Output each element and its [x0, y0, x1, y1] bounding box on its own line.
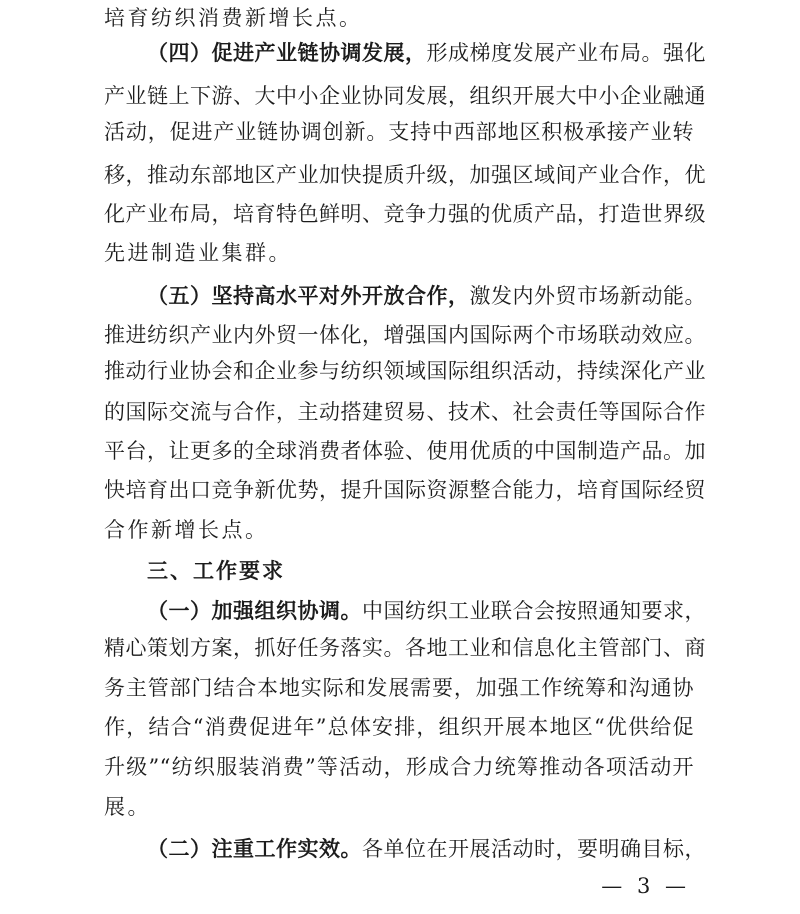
line-text: 形成梯度发展产业布局。强化 — [426, 41, 706, 65]
section-4-heading-line — [147, 38, 706, 68]
page-number: — 3 — — [601, 874, 690, 898]
paragraph-line — [104, 752, 694, 782]
line-text: 精心策划方案，抓好任务落实。各地工业和信息化主管部门、商 — [104, 636, 706, 660]
section-4-title: （四）促进产业链协调发展， — [147, 41, 427, 65]
subsection-1-title: （一）加强组织协调。 — [147, 599, 362, 623]
heading-text: 三、工作要求 — [147, 559, 285, 583]
paragraph-line — [104, 117, 694, 147]
line-text: 化产业布局，培育特色鲜明、竞争力强的优质产品，打造世界级 — [104, 202, 706, 226]
paragraph-line — [104, 160, 706, 190]
line-text: 活动，促进产业链协调创新。支持中西部地区积极承接产业转 — [104, 120, 694, 144]
paragraph-line — [104, 436, 706, 466]
line-text: 升级”“纺织服装消费”等活动，形成合力统筹推动各项活动开 — [104, 755, 694, 779]
line-text: 展。 — [104, 795, 151, 819]
paragraph-line — [104, 397, 706, 427]
paragraph-line — [104, 515, 694, 545]
section-three-heading — [147, 556, 694, 586]
line-text: 产业链上下游、大中小企业协同发展，组织开展大中小企业融通 — [104, 84, 706, 108]
paragraph-line — [104, 633, 706, 663]
line-text: 快培育出口竞争新优势，提升国际资源整合能力，培育国际经贸 — [104, 478, 706, 502]
line-text: 激发内外贸市场新动能。 — [469, 284, 706, 308]
paragraph-line — [104, 792, 694, 822]
section-5-title: （五）坚持高水平对外开放合作， — [147, 284, 470, 308]
line-text: 先进制造业集群。 — [104, 241, 292, 265]
subsection-2-title: （二）注重工作实效。 — [147, 837, 362, 861]
line-text: 务主管部门结合本地实际和发展需要，加强工作统筹和沟通协 — [104, 676, 694, 700]
paragraph-line — [104, 81, 706, 111]
line-text: 各单位在开展活动时，要明确目标， — [362, 837, 706, 861]
paragraph-line — [104, 356, 706, 386]
paragraph-line — [104, 673, 694, 703]
paragraph-line — [104, 3, 694, 33]
subsection-1-heading-line — [147, 596, 706, 626]
line-text: 中国纺织工业联合会按照通知要求， — [362, 599, 706, 623]
section-5-heading-line — [147, 281, 706, 311]
line-text: 的国际交流与合作，主动搭建贸易、技术、社会责任等国际合作 — [104, 400, 706, 424]
line-text: 培育纺织消费新增长点。 — [104, 6, 363, 30]
line-text: 作，结合“消费促进年”总体安排，组织开展本地区“优供给促 — [104, 715, 694, 739]
line-text: 移，推动东部地区产业加快提质升级，加强区域间产业合作，优 — [104, 163, 706, 187]
paragraph-line — [104, 238, 694, 268]
paragraph-line — [104, 320, 706, 350]
line-text: 推动行业协会和企业参与纺织领域国际组织活动，持续深化产业 — [104, 359, 706, 383]
line-text: 平台，让更多的全球消费者体验、使用优质的中国制造产品。加 — [104, 439, 706, 463]
paragraph-line — [104, 712, 694, 742]
paragraph-line — [104, 475, 706, 505]
line-text: 推进纺织产业内外贸一体化，增强国内国际两个市场联动效应。 — [104, 323, 706, 347]
paragraph-line — [104, 199, 706, 229]
line-text: 合作新增长点。 — [104, 518, 269, 542]
subsection-2-heading-line — [147, 834, 706, 864]
